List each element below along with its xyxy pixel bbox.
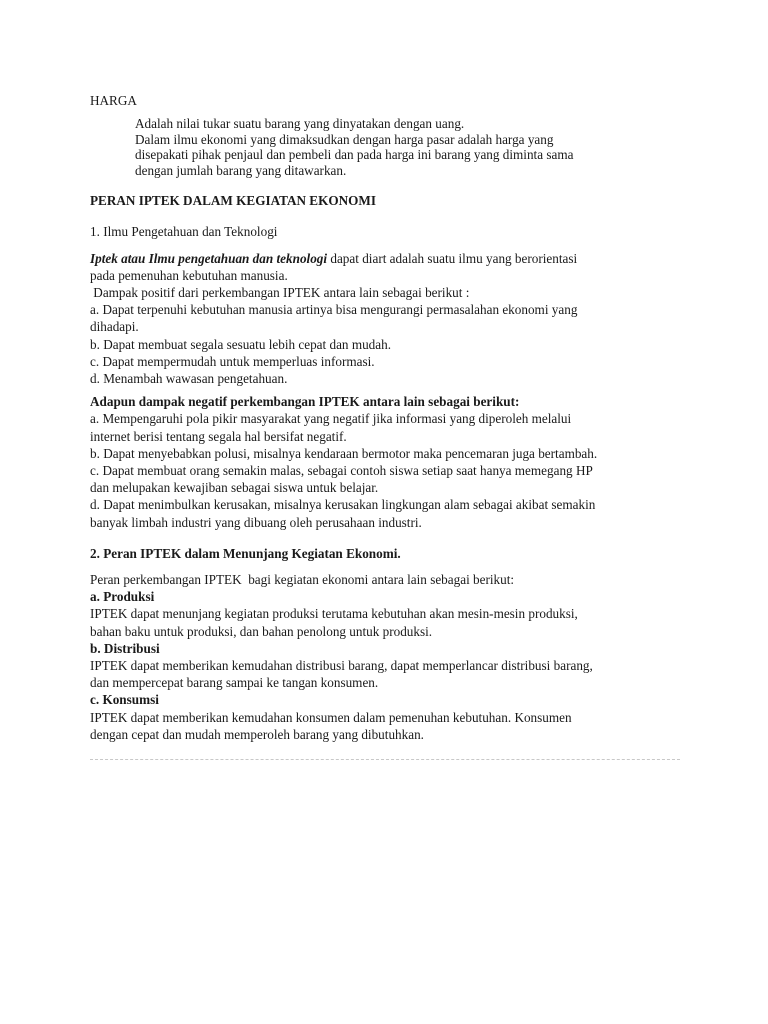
positive-impact-item: d. Menambah wawasan pengetahuan. [90, 371, 288, 387]
harga-line: dengan jumlah barang yang ditawarkan. [135, 162, 347, 178]
positive-impact-item: Dampak positif dari perkembangan IPTEK antara lain sebagai berikut : [90, 285, 470, 301]
produksi-text: bahan baku untuk produksi, dan bahan penolong untuk produksi. [90, 623, 433, 639]
harga-title: HARGA [90, 93, 137, 108]
positive-impact-item: c. Dapat mempermudah untuk memperluas informasi. [90, 353, 375, 369]
subsection-title-2: 2. Peran IPTEK dalam Menunjang Kegiatan Ekonomi. [90, 545, 401, 561]
section-heading: PERAN IPTEK DALAM KEGIATAN EKONOMI [90, 193, 376, 209]
role-intro: Peran perkembangan IPTEK bagi kegiatan ekonomi antara lain sebagai berikut: [90, 572, 515, 588]
dashed-separator [90, 759, 680, 760]
negative-impact-item: internet berisi tentang segala hal bersifat negatif. [90, 428, 347, 444]
distribusi-text: IPTEK dapat memberikan kemudahan distribusi barang, dapat memperlancar distribusi barang, [90, 658, 593, 674]
harga-line: disepakati pihak penjaul dan pembeli dan pada harga ini barang yang diminta sama [135, 147, 574, 163]
subsection-title-1: 1. Ilmu Pengetahuan dan Teknologi [90, 224, 278, 240]
negative-impact-item: c. Dapat membuat orang semakin malas, sebagai contoh siswa setiap saat hanya memegang HP [90, 463, 593, 479]
produksi-text: IPTEK dapat menunjang kegiatan produksi terutama kebutuhan akan mesin-mesin produksi, [90, 606, 578, 622]
positive-impact-item: b. Dapat membuat segala sesuatu lebih cepat dan mudah. [90, 336, 392, 352]
distribusi-title: b. Distribusi [90, 640, 160, 656]
iptek-term: Iptek atau Ilmu pengetahuan dan teknologi [90, 250, 328, 266]
negative-impact-item: a. Mempengaruhi pola pikir masyarakat yang negatif jika informasi yang diperoleh melalui [90, 411, 572, 427]
iptek-definition-line: pada pemenuhan kebutuhan manusia. [90, 267, 288, 283]
harga-definition [90, 116, 690, 178]
negative-impact-item: dan melupakan kewajiban sebagai siswa untuk belajar. [90, 480, 379, 496]
konsumsi-text: IPTEK dapat memberikan kemudahan konsumen dalam pemenuhan kebutuhan. Konsumen [90, 709, 572, 725]
konsumsi-title: c. Konsumsi [90, 692, 159, 708]
document-page [90, 92, 690, 743]
harga-line: Dalam ilmu ekonomi yang dimaksudkan dengan harga pasar adalah harga yang [135, 131, 554, 147]
negative-impact-item: b. Dapat menyebabkan polusi, misalnya kendaraan bermotor maka pencemaran juga bertambah. [90, 445, 598, 461]
positive-impact-item: dihadapi. [90, 319, 139, 335]
positive-impact-item: a. Dapat terpenuhi kebutuhan manusia artinya bisa mengurangi permasalahan ekonomi yang [90, 302, 578, 318]
iptek-definition [90, 250, 690, 267]
harga-line: Adalah nilai tukar suatu barang yang dinyatakan dengan uang. [135, 116, 465, 132]
distribusi-text: dan mempercepat barang sampai ke tangan konsumen. [90, 675, 379, 691]
negative-impact-item: banyak limbah industri yang dibuang oleh perusahaan industri. [90, 514, 422, 530]
iptek-definition-text: dapat diart adalah suatu ilmu yang berorientasi [327, 250, 578, 266]
konsumsi-text: dengan cepat dan mudah memperoleh barang yang dibutuhkan. [90, 726, 424, 742]
produksi-title: a. Produksi [90, 589, 155, 605]
negative-impact-heading: Adapun dampak negatif perkembangan IPTEK antara lain sebagai berikut: [90, 394, 520, 410]
negative-impact-item: d. Dapat menimbulkan kerusakan, misalnya kerusakan lingkungan alam sebagai akibat semakin [90, 497, 596, 513]
